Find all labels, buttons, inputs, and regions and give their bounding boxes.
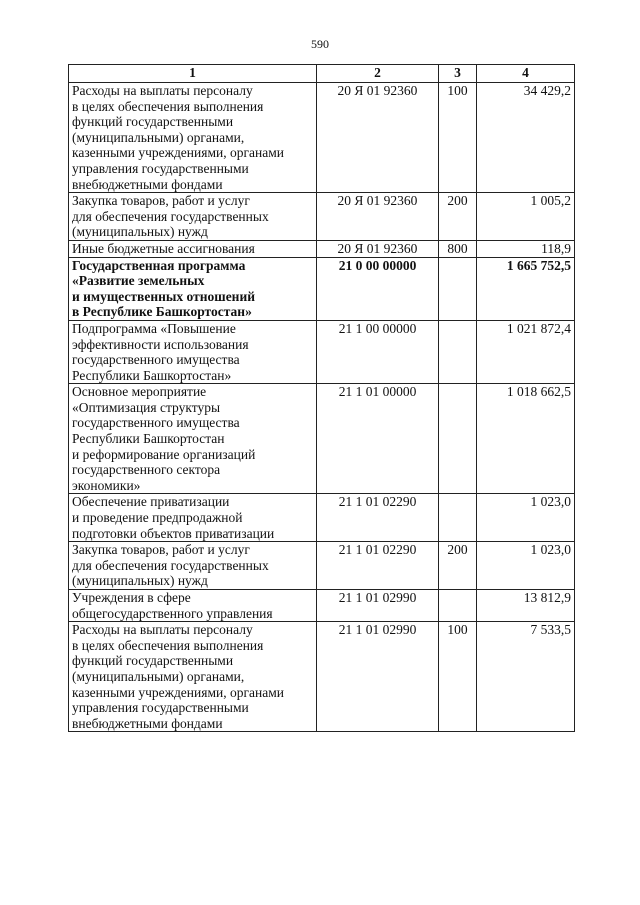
row-amount-cell: 1 023,0: [477, 542, 575, 590]
row-name-line: Республики Башкортостан: [72, 431, 225, 447]
table-row: [69, 384, 575, 494]
row-amount-cell: 1 005,2: [477, 193, 575, 241]
row-name-line: для обеспечения государственных: [72, 557, 269, 573]
row-type-cell: 800: [439, 240, 477, 257]
row-name-line: (муниципальных) нужд: [72, 573, 208, 589]
row-name-line: «Оптимизация структуры: [72, 399, 221, 415]
row-type-cell: [439, 494, 477, 542]
row-amount-cell: 1 018 662,5: [477, 384, 575, 494]
page-number: 590: [311, 37, 329, 51]
row-amount-cell: 1 021 872,4: [477, 320, 575, 383]
row-name-line: (муниципальных) нужд: [72, 224, 208, 240]
budget-table: [68, 64, 575, 732]
row-code-cell: 21 1 00 00000: [317, 320, 439, 383]
row-name-line: Обеспечение приватизации: [72, 494, 230, 510]
row-name-line: для обеспечения государственных: [72, 208, 269, 224]
row-type-cell: [439, 320, 477, 383]
row-name-line: управления государственными: [72, 160, 249, 176]
row-name-line: Иные бюджетные ассигнования: [72, 240, 255, 256]
column-header-4: 4: [477, 65, 575, 83]
row-name-line: Республики Башкортостан»: [72, 367, 232, 383]
row-name-cell: [69, 83, 317, 193]
row-amount-cell: 1 023,0: [477, 494, 575, 542]
row-name-line: внебюджетными фондами: [72, 176, 223, 192]
table-row: [69, 193, 575, 241]
row-name-cell: [69, 622, 317, 732]
row-name-line: Учреждения в сфере: [72, 590, 191, 605]
row-name-line: казенными учреждениями, органами: [72, 684, 284, 700]
row-code-cell: 20 Я 01 92360: [317, 83, 439, 193]
row-amount-cell: 118,9: [477, 240, 575, 257]
table-body: [69, 83, 575, 732]
row-name-cell: [69, 257, 317, 320]
row-name-line: Расходы на выплаты персоналу: [72, 83, 253, 98]
row-name-line: функций государственными: [72, 114, 234, 130]
table-header-row: [69, 65, 575, 83]
row-type-cell: [439, 257, 477, 320]
row-code-cell: 21 1 01 02990: [317, 622, 439, 732]
table-row: [69, 542, 575, 590]
row-type-cell: [439, 590, 477, 622]
row-type-cell: 200: [439, 193, 477, 241]
row-name-line: (муниципальными) органами,: [72, 668, 245, 684]
row-code-cell: 21 1 01 00000: [317, 384, 439, 494]
row-name-line: государственного имущества: [72, 415, 240, 431]
row-name-line: в целях обеспечения выполнения: [72, 637, 264, 653]
column-header-1: 1: [69, 65, 317, 83]
row-name-line: казенными учреждениями, органами: [72, 145, 284, 161]
row-name-line: управления государственными: [72, 700, 249, 716]
table-row: [69, 494, 575, 542]
row-code-cell: 21 1 01 02290: [317, 542, 439, 590]
row-name-line: функций государственными: [72, 653, 234, 669]
row-name-cell: [69, 193, 317, 241]
row-name-line: Подпрограмма «Повышение: [72, 320, 236, 336]
row-name-line: эффективности использования: [72, 336, 249, 352]
row-name-line: экономики»: [72, 477, 141, 493]
table-row: [69, 320, 575, 383]
row-name-cell: [69, 240, 317, 257]
row-name-line: (муниципальными) органами,: [72, 129, 245, 145]
row-name-cell: [69, 320, 317, 383]
row-code-cell: 21 0 00 00000: [317, 257, 439, 320]
row-name-cell: [69, 590, 317, 622]
row-name-line: «Развитие земельных: [72, 273, 205, 289]
row-name-line: внебюджетными фондами: [72, 715, 223, 731]
row-name-line: государственного сектора: [72, 462, 221, 478]
row-amount-cell: 1 665 752,5: [477, 257, 575, 320]
table-row: [69, 257, 575, 320]
row-type-cell: [439, 384, 477, 494]
row-code-cell: 20 Я 01 92360: [317, 240, 439, 257]
table-row: [69, 590, 575, 622]
row-amount-cell: 34 429,2: [477, 83, 575, 193]
row-code-cell: 21 1 01 02290: [317, 494, 439, 542]
row-type-cell: 100: [439, 622, 477, 732]
row-name-cell: [69, 384, 317, 494]
row-name-line: Государственная программа: [72, 257, 246, 273]
row-type-cell: 200: [439, 542, 477, 590]
column-header-3: 3: [439, 65, 477, 83]
table-row: [69, 622, 575, 732]
row-type-cell: 100: [439, 83, 477, 193]
row-name-line: и реформирование организаций: [72, 446, 256, 462]
row-code-cell: 21 1 01 02990: [317, 590, 439, 622]
row-name-line: Закупка товаров, работ и услуг: [72, 542, 250, 558]
row-name-line: общегосударственного управления: [72, 605, 273, 621]
row-amount-cell: 7 533,5: [477, 622, 575, 732]
row-name-line: в Республике Башкортостан»: [72, 304, 252, 320]
row-code-cell: 20 Я 01 92360: [317, 193, 439, 241]
table-row: [69, 240, 575, 257]
row-amount-cell: 13 812,9: [477, 590, 575, 622]
row-name-line: Закупка товаров, работ и услуг: [72, 193, 250, 209]
row-name-line: государственного имущества: [72, 352, 240, 368]
table-row: [69, 83, 575, 193]
row-name-cell: [69, 542, 317, 590]
row-name-line: Основное мероприятие: [72, 384, 207, 400]
row-name-line: и имущественных отношений: [72, 288, 256, 304]
row-name-line: подготовки объектов приватизации: [72, 525, 275, 541]
column-header-2: 2: [317, 65, 439, 83]
row-name-cell: [69, 494, 317, 542]
row-name-line: и проведение предпродажной: [72, 510, 243, 526]
row-name-line: Расходы на выплаты персоналу: [72, 622, 253, 638]
row-name-line: в целях обеспечения выполнения: [72, 98, 264, 114]
